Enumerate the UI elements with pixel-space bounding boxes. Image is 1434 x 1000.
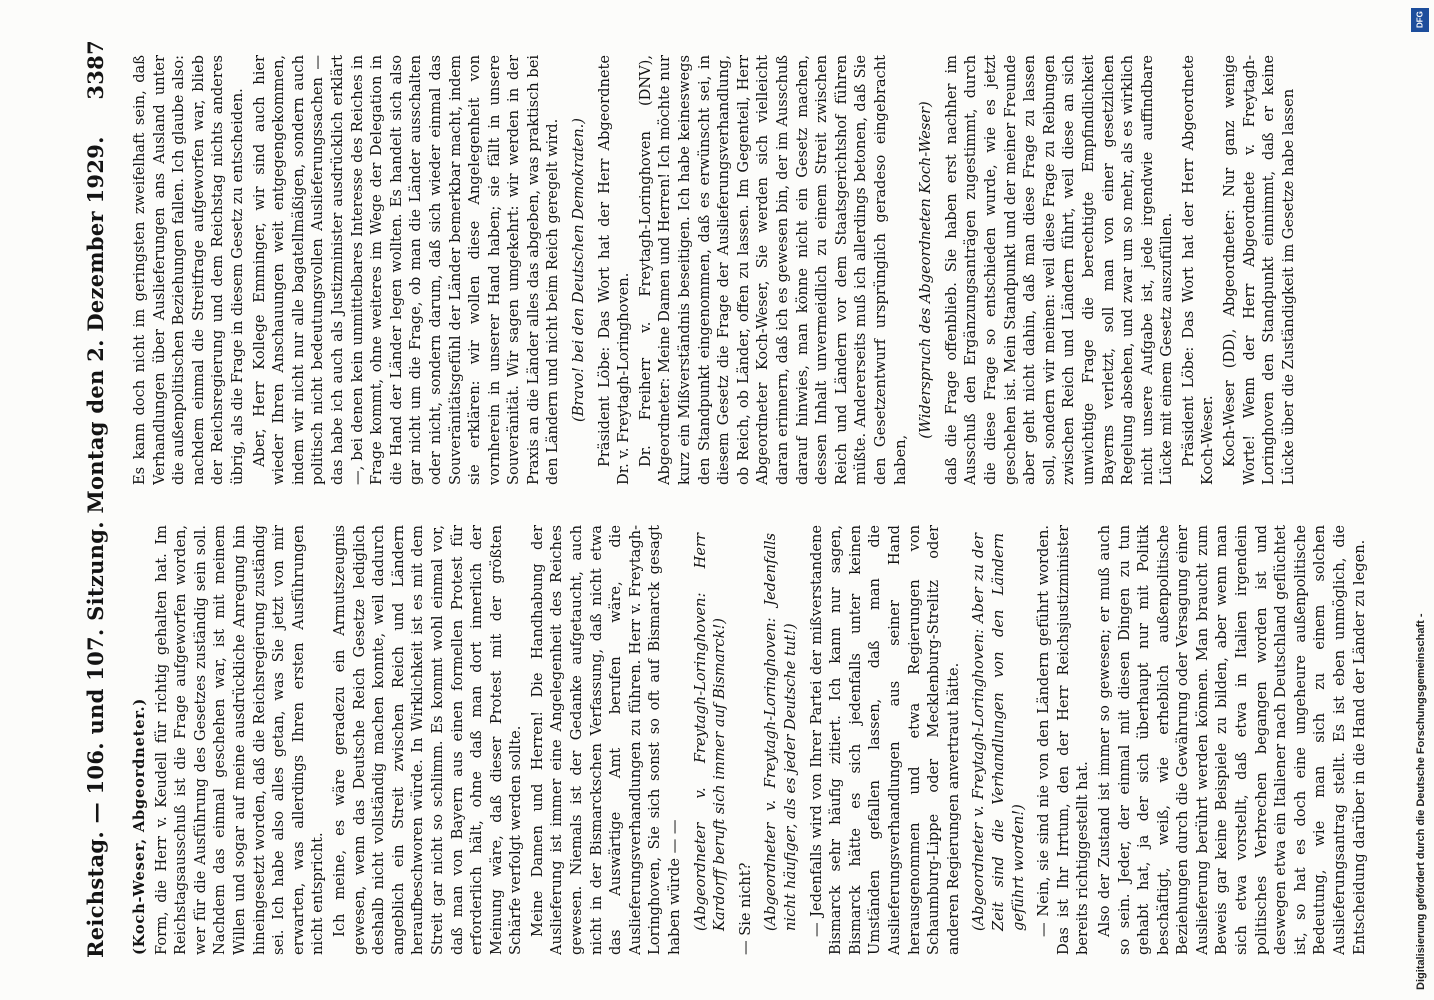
dfg-logo: DFG	[1411, 8, 1429, 32]
interjection: (Abgeordneter v. Freytagh-Loringhoven: Herr Kardorff beruft sich immer auf Bismarck!)	[691, 533, 729, 931]
president-statement: Präsident Löbe: Das Wort hat der Herr Abgeordnete Dr. v. Freytagh-Loringhoven.	[595, 55, 633, 485]
paragraph: Ich meine, es wäre geradezu ein Armutszeugnis gewesen, wenn das Deutsche Reich Gesetze lediglich deshalb nicht vollständig machen konnte, weil dadurch angeblich ein Streit zwischen Reich und Ländern heraufbeschworen würde. In Wirklichkeit ist es mit dem Streit gar nicht so schlimm. Es kommt wohl einmal vor, daß man von Bayern aus einen formellen Protest für erforderlich hält, ohne daß man dort innerlich der Meinung wäre, daß dieser Protest mit der größten Schärfe verfolgt werden sollte.	[330, 525, 525, 955]
interjection: (Widerspruch des Abgeordneten Koch-Weser)	[917, 101, 935, 439]
paragraph: — Sie nicht?	[736, 862, 754, 955]
page-header	[83, 30, 113, 970]
paragraph: — Jedenfalls wird von Ihrer Partei der mißverstandene Bismarck sehr häufig zitiert. Ich kann nur sagen, Bismarck hätte es sich jedenfalls unter keinen Umständen gefallen lassen, daß man die Auslieferungsverhandlungen aus seiner Hand herausgenommen und etwa Regierungen von Schaumburg-Lippe oder Mecklenburg-Strelitz oder anderen Regierungen anvertraut hätte.	[807, 525, 962, 955]
page-number: 3387	[83, 40, 108, 100]
interjection: (Bravo! bei den Deutschen Demokraten.)	[570, 118, 588, 422]
rotated-newspaper-page	[75, 30, 1375, 970]
paragraph: — Nein, sie sind nie von den Ländern geführt worden. Das ist Ihr Irrtum, den der Herr Reichsjustizminister bereits richtiggestellt hat.	[1035, 525, 1092, 955]
paragraph: Koch-Weser (DD), Abgeordneter: Nur ganz wenige Worte! Wenn der Herr Abgeordnete v. Freytagh-Loringhoven den Standpunkt einnimmt, daß er keine Lücke über die Zuständigkeit im Gesetze habe lassen	[1221, 55, 1297, 485]
paragraph: Es kann doch nicht im geringsten zweifelhaft sein, daß Verhandlungen über Auslieferungen ans Ausland unter die außenpolitischen Beziehungen fallen. Ich glaube also: nachdem einmal die Streitfrage aufgeworfen war, blieb der Reichsregierung und dem Reichstag nichts anderes übrig, als die Frage in diesem Gesetz zu entscheiden.	[131, 55, 246, 485]
paragraph: Dr. Freiherr v. Freytagh-Loringhoven (DNV), Abgeordneter: Meine Damen und Herren! Ich möchte nur kurz ein Mißverständnis beseitigen. Ich habe keineswegs den Standpunkt eingenommen, daß es erwünscht sei, in diesem Gesetz die Frage der Auslieferungsverhandlung, ob Reich, ob Länder, offen zu lassen. Im Gegenteil, Herr Abgeordneter Koch-Weser, Sie werden sich vielleicht daran erinnern, daß ich es gewesen bin, der im Ausschuß darauf hinwies, man könne nicht ein Gesetz machen, dessen Inhalt unvermeidlich zu einem Streit zwischen Reich und Ländern vor dem Staatsgerichtshof führen müßte. Andererseits muß ich allerdings betonen, daß Sie den Gesetzentwurf ursprünglich geradeso eingebracht haben,	[636, 55, 909, 485]
credit-text: Digitalisierung gefördert durch die Deutsche Forschungsgemeinschaft -	[1415, 613, 1427, 990]
paragraph: Meine Damen und Herren! Die Handhabung der Auslieferung ist immer eine Angelegenheit des Reiches gewesen. Niemals ist der Gedanke aufgetaucht, auch nicht in der Bismarckschen Verfassung, daß nicht etwa das Auswärtige Amt berufen wäre, die Auslieferungsverhandlungen zu führen. Herr v. Freytagh-Loringhoven, Sie sich sonst so oft auf Bismarck gesagt haben würde — —	[528, 525, 684, 955]
digitization-credit	[1408, 0, 1434, 1000]
column-right	[130, 55, 1370, 485]
president-statement: Präsident Löbe: Das Wort hat der Herr Abgeordnete Koch-Weser.	[1179, 55, 1217, 485]
paragraph: daß die Frage offenblieb. Sie haben erst nachher im Ausschuß den Ergänzungsanträgen zugestimmt, durch die diese Frage so entschieden wurde, wie es jetzt geschehen ist. Mein Standpunkt und der meiner Freunde aber geht nicht dahin, daß man diese Frage zu lassen soll, sondern wir meinen: weil diese Frage zu Reibungen zwischen Reich und Ländern führt, weil diese an sich unwichtige Frage die berechtigte Empfindlichkeit Bayerns verletzt, soll man von einer gesetzlichen Regelung absehen, und zwar um so mehr, als es wirklich nicht unsere Aufgabe ist, jede irgendwie auffindbare Lücke mit einem Gesetz auszufüllen.	[942, 55, 1176, 485]
paragraph: Form, die Herr v. Keudell für richtig gehalten hat. Im Reichstagsausschuß ist die Frage aufgeworfen worden, wer für die Ausführung des Gesetzes zuständig sein soll. Nachdem das einmal geschehen war, ist mit meinem Willen und sogar auf meine ausdrückliche Anregung hin hineingesetzt worden, daß die Reichsregierung zuständig sei. Ich habe also alles getan, was Sie jetzt von mir erwarten, was allerdings Ihren ersten Ausführungen nicht entspricht.	[152, 525, 327, 955]
paragraph: Also der Zustand ist immer so gewesen; er muß auch so sein. Jeder, der einmal mit diesen Dingen zu tun gehabt hat, ja der sich überhaupt nur mit Politik beschäftigt, weiß, wie erheblich außenpolitische Beziehungen durch die Gewährung oder Versagung einer Auslieferung berührt werden können. Man braucht zum Beweis gar keine Beispiele zu bilden, aber wenn man sich etwa vorstellt, daß etwa in Italien irgendein politisches Verbrechen begangen worden ist und deswegen etwa ein Italiener nach Deutschland geflüchtet ist, so hat es doch eine ungeheure außenpolitische Bedeutung, wie man sich zu einem solchen Auslieferungsantrag stellt. Es ist eben unmöglich, die Entscheidung darüber in die Hand der Länder zu legen.	[1095, 525, 1368, 955]
column-left	[130, 525, 1370, 955]
speaker-heading: (Koch-Weser, Abgeordneter.)	[131, 697, 148, 955]
header-title: Reichstag. — 106. und 107. Sitzung. Montag den 2. Dezember 1929.	[83, 136, 108, 958]
interjection: (Abgeordneter v. Freytagh-Loringhoven: Aber zu der Zeit sind die Verhandlungen von den Ländern geführt worden!)	[970, 533, 1027, 931]
paragraph: Aber, Herr Kollege Emminger, wir sind auch hier wieder Ihren Anschauungen weit entgegengekommen, indem wir nicht nur alle bagatellmäßigen, sondern auch politisch nicht bedeutungsvollen Auslieferungssachen — das habe ich auch als Justizminister ausdrücklich erklärt —, bei denen kein unmittelbares Interesse des Reiches in Frage kommt, ohne weiteres im Wege der Delegation in die Hand der Länder legen wollten. Es handelt sich also gar nicht um die Frage, ob man die Länder ausschalten oder nicht, sondern darum, daß sich wieder einmal das Souveränitätsgefühl der Länder bemerkbar macht, indem sie erklären: wir wollen diese Angelegenheit von vornherein in unserer Hand haben; sie fällt in unsere Souveränität. Wir sagen umgekehrt: wir werden in der Praxis an die Länder alles das abgeben, was praktisch bei den Ländern und nicht beim Reich geregelt wird.	[250, 55, 562, 485]
interjection: (Abgeordneter v. Freytagh-Loringhoven: Jedenfalls nicht häufiger, als es jeder Deutsche tut!)	[762, 533, 799, 931]
